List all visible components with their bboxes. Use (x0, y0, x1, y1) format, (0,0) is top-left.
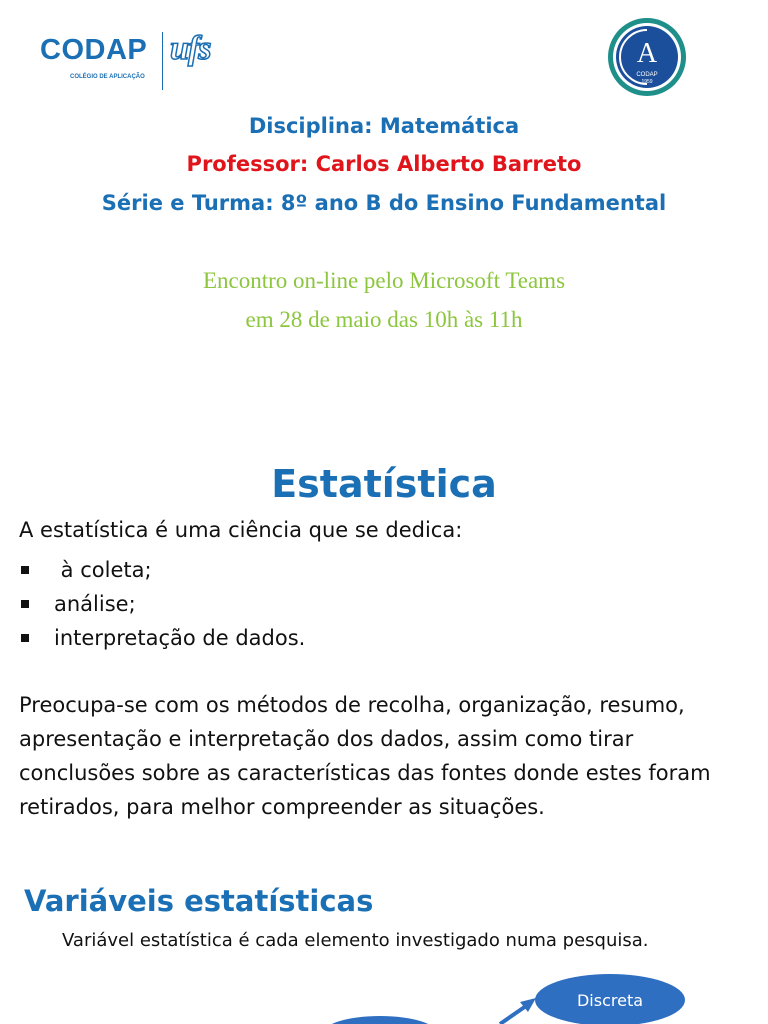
diagram-arrow (500, 1006, 526, 1024)
bullet-square-icon (21, 566, 29, 574)
discipline-heading: Disciplina: Matemática (248, 114, 520, 138)
meeting-line-1: Encontro on-line pelo Microsoft Teams (202, 268, 566, 293)
variables-title: Variáveis estatísticas (24, 884, 374, 918)
list-item: à coleta; (19, 553, 305, 587)
variables-diagram (0, 960, 768, 1024)
variables-definition: Variável estatística é cada elemento investigado numa pesquisa. (62, 930, 649, 951)
seal-letter: A (636, 38, 658, 69)
codap-seal-logo (606, 16, 688, 98)
bullet-list (19, 553, 305, 655)
codap-logo-text: CODAP (40, 34, 148, 66)
meeting-line-2: em 28 de maio das 10h às 11h (245, 307, 523, 332)
list-item: interpretação de dados. (19, 621, 305, 655)
section-title: Estatística (271, 462, 497, 506)
ufs-logo-text: ufs (170, 30, 211, 67)
diagram-node-label: Discreta (576, 991, 644, 1010)
seal-year: 1959 (641, 79, 653, 85)
bullet-square-icon (21, 600, 29, 608)
class-heading: Série e Turma: 8º ano B do Ensino Fundamental (101, 191, 667, 215)
section-paragraph: Preocupa-se com os métodos de recolha, organização, resumo, apresentação e interpretação dos dados, assim como tirar conclusões sobre as características das fontes donde estes foram retirados, para melhor compreender as situações. (19, 693, 711, 819)
logo-divider (162, 32, 163, 90)
codap-ufs-logo (40, 28, 240, 92)
bullet-square-icon (21, 634, 29, 642)
codap-logo-subtitle: COLÉGIO DE APLICAÇÃO (70, 74, 145, 80)
section-intro: A estatística é uma ciência que se dedica: (19, 518, 463, 542)
list-item: análise; (19, 587, 305, 621)
seal-name: CODAP (636, 72, 658, 78)
diagram-root-node (322, 1016, 438, 1024)
professor-heading: Professor: Carlos Alberto Barreto (186, 152, 582, 176)
